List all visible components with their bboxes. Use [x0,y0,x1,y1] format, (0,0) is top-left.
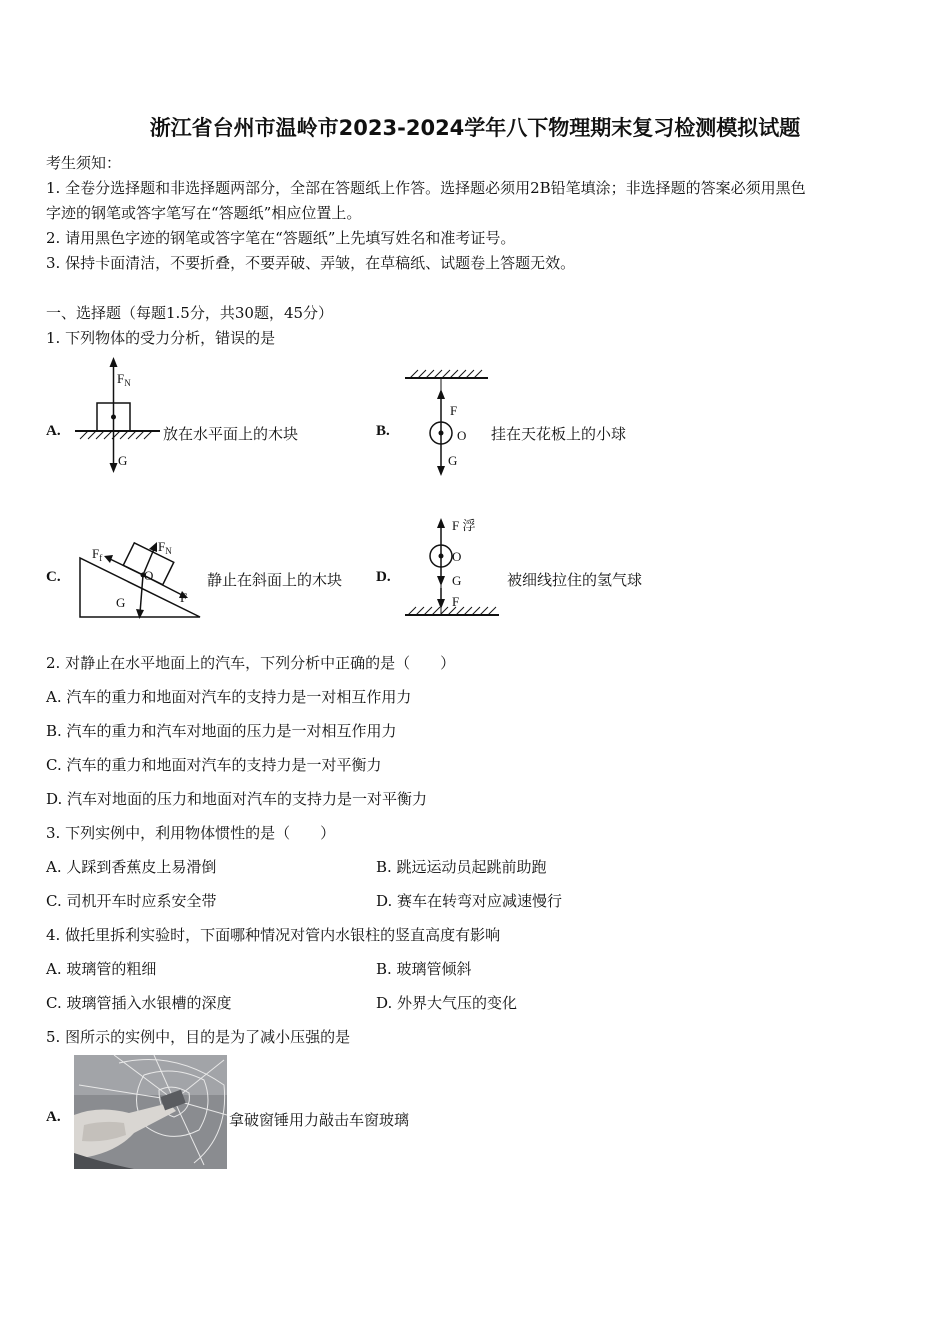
q1-d-diagram [400,514,510,624]
q3-option-c: C. 司机开车时应系安全带 [46,892,217,910]
q5-option-a-label: A. [46,1109,61,1125]
q4-option-a: A. 玻璃管的粗细 [46,960,157,978]
q3-option-d: D. 赛车在转弯对应减速慢行 [376,892,563,910]
q3-option-b: B. 跳远运动员起跳前助跑 [376,858,547,876]
q1-stem: 1. 下列物体的受力分析，错误的是 [46,329,276,347]
q1-option-d-label: D. [376,569,391,585]
q1-d-f-label: F [452,594,460,609]
q1-option-c-caption: 静止在斜面上的木块 [207,571,343,589]
notice-line-2: 2. 请用黑色字迹的钢笔或答字笔在“答题纸”上先填写姓名和准考证号。 [46,229,516,247]
q1-option-b-label: B. [376,423,390,439]
q1-c-f-label: F [180,590,188,605]
q5-option-a-photo [74,1055,227,1169]
q1-a-diagram [70,355,170,480]
q1-option-a-label: A. [46,423,61,439]
q1-c-diagram [78,535,208,625]
q2-option-b: B. 汽车的重力和汽车对地面的压力是一对相互作用力 [46,722,397,740]
page-title: 浙江省台州市温岭市2023-2024学年八下物理期末复习检测模拟试题 [149,116,801,140]
q1-option-c-label: C. [46,569,61,585]
notice-line-1a: 1. 全卷分选择题和非选择题两部分，全部在答题纸上作答。选择题必须用2B铅笔填涂；非选择题的答案必须用黑色 [46,179,806,197]
q1-c-ff-label: $F_f$ [92,546,103,563]
q1-c-g-label: G [116,595,126,610]
notice-heading: 考生须知： [46,154,122,172]
q1-d-ffu-label: F 浮 [452,518,476,533]
q4-option-c: C. 玻璃管插入水银槽的深度 [46,994,232,1012]
q1-a-g-label: G [118,453,128,468]
q1-b-o-label: O [457,428,467,443]
q3-option-a: A. 人踩到香蕉皮上易滑倒 [46,858,217,876]
q4-option-b: B. 玻璃管倾斜 [376,960,472,978]
q1-option-a-caption: 放在水平面上的木块 [163,425,299,443]
q1-option-d-caption: 被细线拉住的氢气球 [507,571,643,589]
q2-option-d: D. 汽车对地面的压力和地面对汽车的支持力是一对平衡力 [46,790,428,808]
q1-c-o-label: O [144,568,154,583]
q1-c-fn-label: $F_N$ [158,539,172,556]
q3-stem: 3. 下列实例中，利用物体惯性的是（ ） [46,824,336,842]
q2-stem: 2. 对静止在水平地面上的汽车，下列分析中正确的是（ ） [46,654,456,672]
q2-option-a: A. 汽车的重力和地面对汽车的支持力是一对相互作用力 [46,688,412,706]
q1-b-g-label: G [448,453,458,468]
broken-glass-hammer-image [74,1055,227,1169]
notice-line-3: 3. 保持卡面清洁，不要折叠，不要弄破、弄皱，在草稿纸、试题卷上答题无效。 [46,254,576,272]
q4-option-d: D. 外界大气压的变化 [376,994,518,1012]
q1-d-o-label: O [452,549,462,564]
q2-option-c: C. 汽车的重力和地面对汽车的支持力是一对平衡力 [46,756,382,774]
q1-b-diagram [400,370,500,480]
q5-option-a-caption: 拿破窗锤用力敲击车窗玻璃 [229,1111,410,1129]
q5-stem: 5. 图所示的实例中，目的是为了减小压强的是 [46,1028,351,1046]
section-heading: 一、选择题（每题1.5分，共30题，45分） [46,304,334,322]
q1-d-g-label: G [452,573,462,588]
q1-b-f-label: F [450,403,458,418]
q4-stem: 4. 做托里拆利实验时，下面哪种情况对管内水银柱的竖直高度有影响 [46,926,501,944]
notice-line-1b: 字迹的钢笔或答字笔写在“答题纸”相应位置上。 [46,204,362,222]
q1-option-b-caption: 挂在天花板上的小球 [491,425,627,443]
q1-a-fn-label: $F_N$ [117,371,131,388]
